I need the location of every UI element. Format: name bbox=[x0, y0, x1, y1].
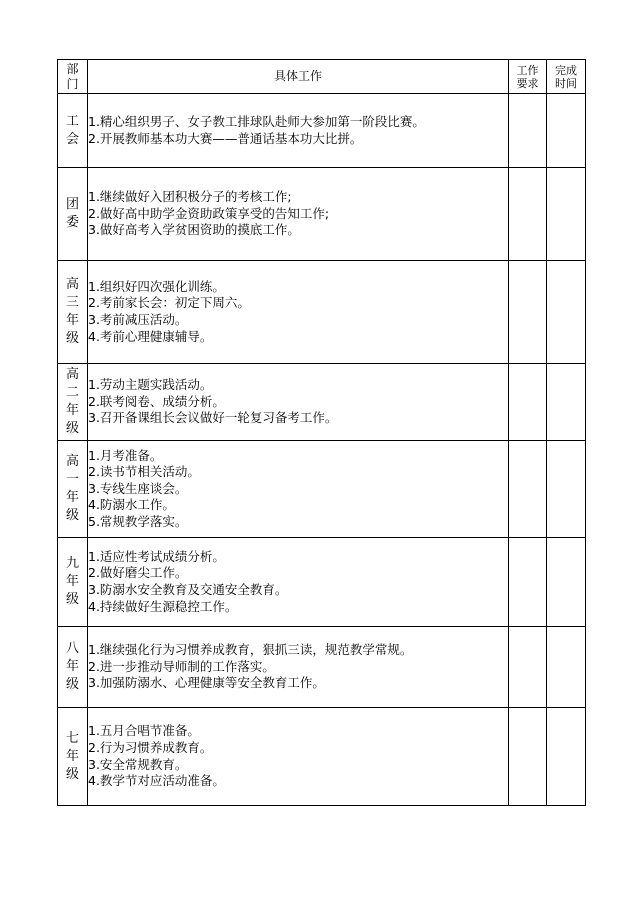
dept-cell bbox=[58, 538, 88, 627]
header-dept bbox=[58, 60, 88, 94]
table-row bbox=[58, 364, 586, 441]
work-item: 1.组织好四次强化训练。 bbox=[88, 278, 225, 294]
table-body bbox=[58, 94, 586, 806]
work-item: 3.考前减压活动。 bbox=[88, 312, 188, 327]
header-work-label: 具体工作 bbox=[273, 69, 322, 83]
work-item: 2.开展教师基本功大赛——普通话基本功大比拼。 bbox=[88, 130, 363, 146]
requirement-cell bbox=[509, 441, 547, 538]
requirement-cell bbox=[509, 261, 547, 364]
completion-time-cell bbox=[547, 168, 586, 261]
work-items-cell bbox=[88, 364, 509, 441]
completion-time-cell bbox=[547, 627, 586, 708]
requirement-cell bbox=[509, 94, 547, 168]
header-row bbox=[58, 60, 586, 94]
dept-label: 高一年级 bbox=[65, 454, 79, 523]
requirement-cell bbox=[509, 708, 547, 806]
table-row bbox=[58, 261, 586, 364]
work-item: 1.继续强化行为习惯养成教育，狠抓三读，规范教学常规。 bbox=[88, 642, 413, 658]
dept-label: 八年级 bbox=[65, 641, 79, 692]
work-item: 2.行为习惯养成教育。 bbox=[88, 739, 213, 755]
header-requirement bbox=[509, 60, 547, 94]
header-dept-label: 部门 bbox=[66, 61, 79, 91]
work-item: 1.劳动主题实践活动。 bbox=[88, 377, 213, 393]
completion-time-cell bbox=[547, 538, 586, 627]
requirement-cell bbox=[509, 538, 547, 627]
work-item: 1.五月合唱节准备。 bbox=[88, 723, 200, 739]
completion-time-cell bbox=[547, 364, 586, 441]
dept-label: 九年级 bbox=[65, 556, 79, 607]
work-item: 2.联考阅卷、成绩分析。 bbox=[88, 393, 225, 409]
dept-cell bbox=[58, 94, 88, 168]
table-row bbox=[58, 168, 586, 261]
work-item: 4.教学节对应活动准备。 bbox=[88, 773, 225, 789]
work-items-cell bbox=[88, 708, 509, 806]
completion-time-cell bbox=[547, 94, 586, 168]
work-item: 3.召开备课组长会议做好一轮复习备考工作。 bbox=[88, 410, 338, 426]
work-item: 3.专线生座谈会。 bbox=[88, 480, 188, 496]
table-row bbox=[58, 708, 586, 806]
work-item: 1.继续做好入团积极分子的考核工作; bbox=[88, 189, 292, 205]
requirement-cell bbox=[509, 168, 547, 261]
work-item: 2.考前家长会：初定下周六。 bbox=[88, 295, 250, 311]
work-item: 4.考前心理健康辅导。 bbox=[88, 328, 213, 344]
work-schedule-table bbox=[57, 59, 586, 806]
work-item: 3.防溺水安全教育及交通安全教育。 bbox=[88, 582, 288, 597]
work-item: 4.防溺水工作。 bbox=[88, 497, 175, 513]
dept-cell bbox=[58, 168, 88, 261]
table-row bbox=[58, 538, 586, 627]
header-work bbox=[88, 60, 509, 94]
requirement-cell bbox=[509, 364, 547, 441]
header-time bbox=[547, 60, 586, 94]
work-item: 4.持续做好生源稳控工作。 bbox=[88, 598, 238, 614]
work-item: 5.常规教学落实。 bbox=[88, 513, 188, 529]
work-items-cell bbox=[88, 261, 509, 364]
dept-cell bbox=[58, 364, 88, 441]
table-row bbox=[58, 441, 586, 538]
work-items-cell bbox=[88, 441, 509, 538]
dept-cell bbox=[58, 708, 88, 806]
dept-label: 七年级 bbox=[65, 730, 79, 782]
dept-cell bbox=[58, 441, 88, 538]
work-item: 1.精心组织男子、女子教工排球队赴师大参加第一阶段比赛。 bbox=[88, 113, 425, 129]
work-item: 2.做好高中助学金资助政策享受的告知工作; bbox=[88, 205, 330, 221]
dept-cell bbox=[58, 627, 88, 708]
dept-cell bbox=[58, 261, 88, 364]
header-requirement-label: 工作要求 bbox=[516, 63, 539, 90]
header-time-label: 完成时间 bbox=[555, 63, 577, 90]
work-item: 3.安全常规教育。 bbox=[88, 756, 188, 772]
dept-label: 工会 bbox=[65, 113, 79, 147]
work-item: 3.加强防溺水、心理健康等安全教育工作。 bbox=[88, 675, 325, 691]
completion-time-cell bbox=[547, 261, 586, 364]
completion-time-cell bbox=[547, 441, 586, 538]
work-items-cell bbox=[88, 627, 509, 708]
work-item: 2.做好磨尖工作。 bbox=[88, 565, 188, 581]
work-item: 2.读书节相关活动。 bbox=[88, 464, 200, 480]
work-items-cell bbox=[88, 538, 509, 627]
work-item: 2.进一步推动导师制的工作落实。 bbox=[88, 658, 275, 674]
work-items-cell bbox=[88, 94, 509, 168]
work-item: 1.适应性考试成绩分析。 bbox=[88, 548, 225, 564]
dept-label: 高二年级 bbox=[65, 367, 79, 436]
dept-label: 团委 bbox=[65, 197, 79, 230]
work-items-cell bbox=[88, 168, 509, 261]
requirement-cell bbox=[509, 627, 547, 708]
completion-time-cell bbox=[547, 708, 586, 806]
work-item: 1.月考准备。 bbox=[88, 447, 163, 463]
dept-label: 高三年级 bbox=[65, 277, 79, 346]
work-item: 3.做好高考入学贫困资助的摸底工作。 bbox=[88, 222, 300, 238]
table-row bbox=[58, 94, 586, 168]
table-row bbox=[58, 627, 586, 708]
